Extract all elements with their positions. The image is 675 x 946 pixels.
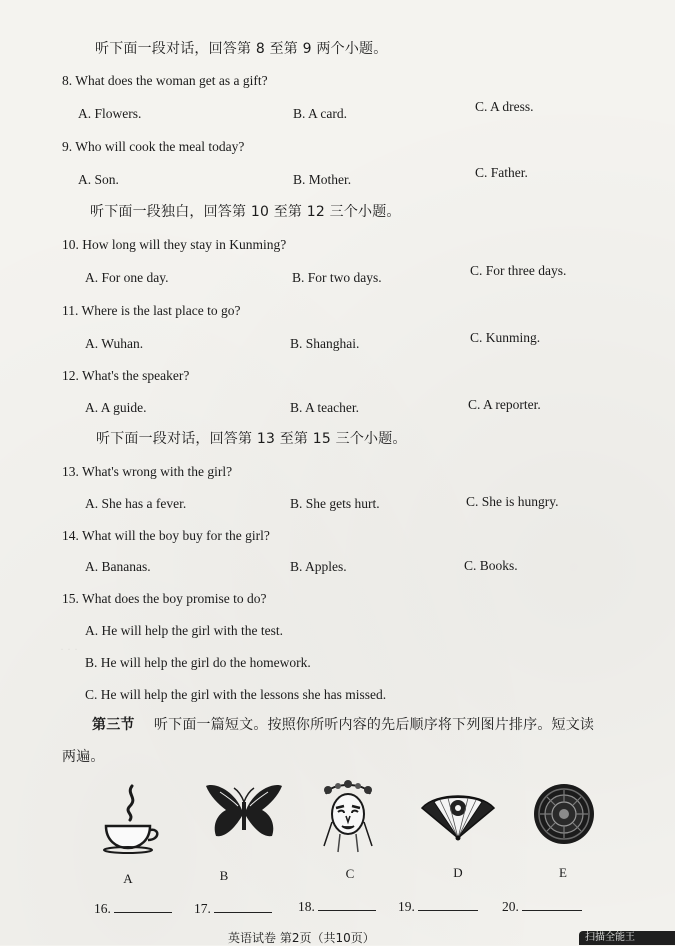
picture-e bbox=[532, 782, 596, 846]
question-9: 9. Who will cook the meal today? bbox=[62, 139, 245, 154]
q14-option-b: B. Apples. bbox=[290, 559, 347, 574]
q11-option-a: A. Wuhan. bbox=[85, 336, 144, 351]
blank-line-17[interactable] bbox=[214, 900, 272, 913]
section-intro-8-9: 听下面一段对话，回答第 8 至第 9 两个小题。 bbox=[95, 41, 388, 57]
part3-instructions bbox=[92, 716, 594, 734]
q15-option-c: C. He will help the girl with the lessons she has missed. bbox=[85, 687, 387, 702]
part3-text: 听下面一篇短文。按照你所听内容的先后顺序将下列图片排序。短文读 bbox=[153, 717, 595, 733]
q11-option-b: B. Shanghai. bbox=[290, 336, 360, 351]
question-13: 13. What's wrong with the girl? bbox=[62, 464, 233, 479]
question-14: 14. What will the boy buy for the girl? bbox=[62, 528, 270, 543]
q9-option-b: B. Mother. bbox=[293, 172, 352, 187]
answer-blank-18[interactable] bbox=[298, 898, 376, 915]
q8-option-b: B. A card. bbox=[293, 106, 347, 121]
blank-number-18: 18. bbox=[298, 899, 315, 914]
q10-option-a: A. For one day. bbox=[85, 270, 169, 285]
blank-line-20[interactable] bbox=[522, 898, 582, 911]
picture-label-b: B bbox=[219, 868, 229, 883]
q11-option-c: C. Kunming. bbox=[470, 330, 541, 345]
picture-c bbox=[316, 776, 380, 856]
answer-blank-20[interactable] bbox=[502, 898, 582, 915]
picture-label-d: D bbox=[453, 865, 463, 880]
opera-mask-icon bbox=[316, 776, 380, 856]
q12-option-c: C. A reporter. bbox=[468, 397, 541, 412]
q8-option-a: A. Flowers. bbox=[78, 106, 142, 121]
q10-option-c: C. For three days. bbox=[470, 263, 567, 278]
q8-option-c: C. A dress. bbox=[475, 99, 534, 114]
blank-number-20: 20. bbox=[502, 899, 519, 914]
picture-b bbox=[204, 780, 284, 848]
blank-line-18[interactable] bbox=[318, 898, 376, 911]
question-11: 11. Where is the last place to go? bbox=[62, 303, 241, 318]
question-10: 10. How long will they stay in Kunming? bbox=[62, 237, 287, 252]
question-8: 8. What does the woman get as a gift? bbox=[62, 73, 268, 88]
q12-option-b: B. A teacher. bbox=[290, 400, 359, 415]
q10-option-b: B. For two days. bbox=[292, 270, 382, 285]
q15-option-b: B. He will help the girl do the homework. bbox=[85, 655, 311, 670]
bleed-through-text: · · · bbox=[60, 642, 78, 656]
picture-label-e: E bbox=[559, 865, 567, 880]
question-15: 15. What does the boy promise to do? bbox=[62, 591, 267, 606]
question-12: 12. What's the speaker? bbox=[62, 368, 190, 383]
q13-option-a: A. She has a fever. bbox=[85, 496, 187, 511]
q9-option-c: C. Father. bbox=[475, 165, 528, 180]
blank-number-17: 17. bbox=[194, 901, 211, 916]
part3-title: 第三节 bbox=[92, 717, 135, 733]
scanner-badge: 扫描全能王 bbox=[579, 931, 675, 945]
round-ornament-icon bbox=[532, 782, 596, 846]
blank-line-19[interactable] bbox=[418, 898, 478, 911]
answer-blank-16[interactable] bbox=[94, 900, 172, 917]
section-intro-10-12: 听下面一段独白，回答第 10 至第 12 三个小题。 bbox=[90, 204, 401, 220]
q14-option-c: C. Books. bbox=[464, 558, 518, 573]
q12-option-a: A. A guide. bbox=[85, 400, 147, 415]
answer-blank-19[interactable] bbox=[398, 898, 478, 915]
q14-option-a: A. Bananas. bbox=[85, 559, 151, 574]
section-intro-13-15: 听下面一段对话，回答第 13 至第 15 三个小题。 bbox=[96, 431, 407, 447]
part3-text-continued: 两遍。 bbox=[62, 749, 105, 765]
picture-label-c: C bbox=[345, 866, 355, 881]
blank-line-16[interactable] bbox=[114, 900, 172, 913]
q13-option-b: B. She gets hurt. bbox=[290, 496, 380, 511]
answer-blank-17[interactable] bbox=[194, 900, 272, 917]
blank-number-16: 16. bbox=[94, 901, 111, 916]
picture-a bbox=[100, 782, 160, 854]
folding-fan-icon bbox=[418, 788, 498, 844]
picture-d bbox=[418, 788, 498, 844]
picture-label-a: A bbox=[123, 871, 133, 886]
q15-option-a: A. He will help the girl with the test. bbox=[85, 623, 283, 638]
q13-option-c: C. She is hungry. bbox=[466, 494, 559, 509]
teacup-icon bbox=[100, 782, 160, 854]
blank-number-19: 19. bbox=[398, 899, 415, 914]
q9-option-a: A. Son. bbox=[78, 172, 119, 187]
butterfly-icon bbox=[204, 780, 284, 848]
page-footer: 英语试卷 第2页（共10页） bbox=[228, 931, 375, 945]
